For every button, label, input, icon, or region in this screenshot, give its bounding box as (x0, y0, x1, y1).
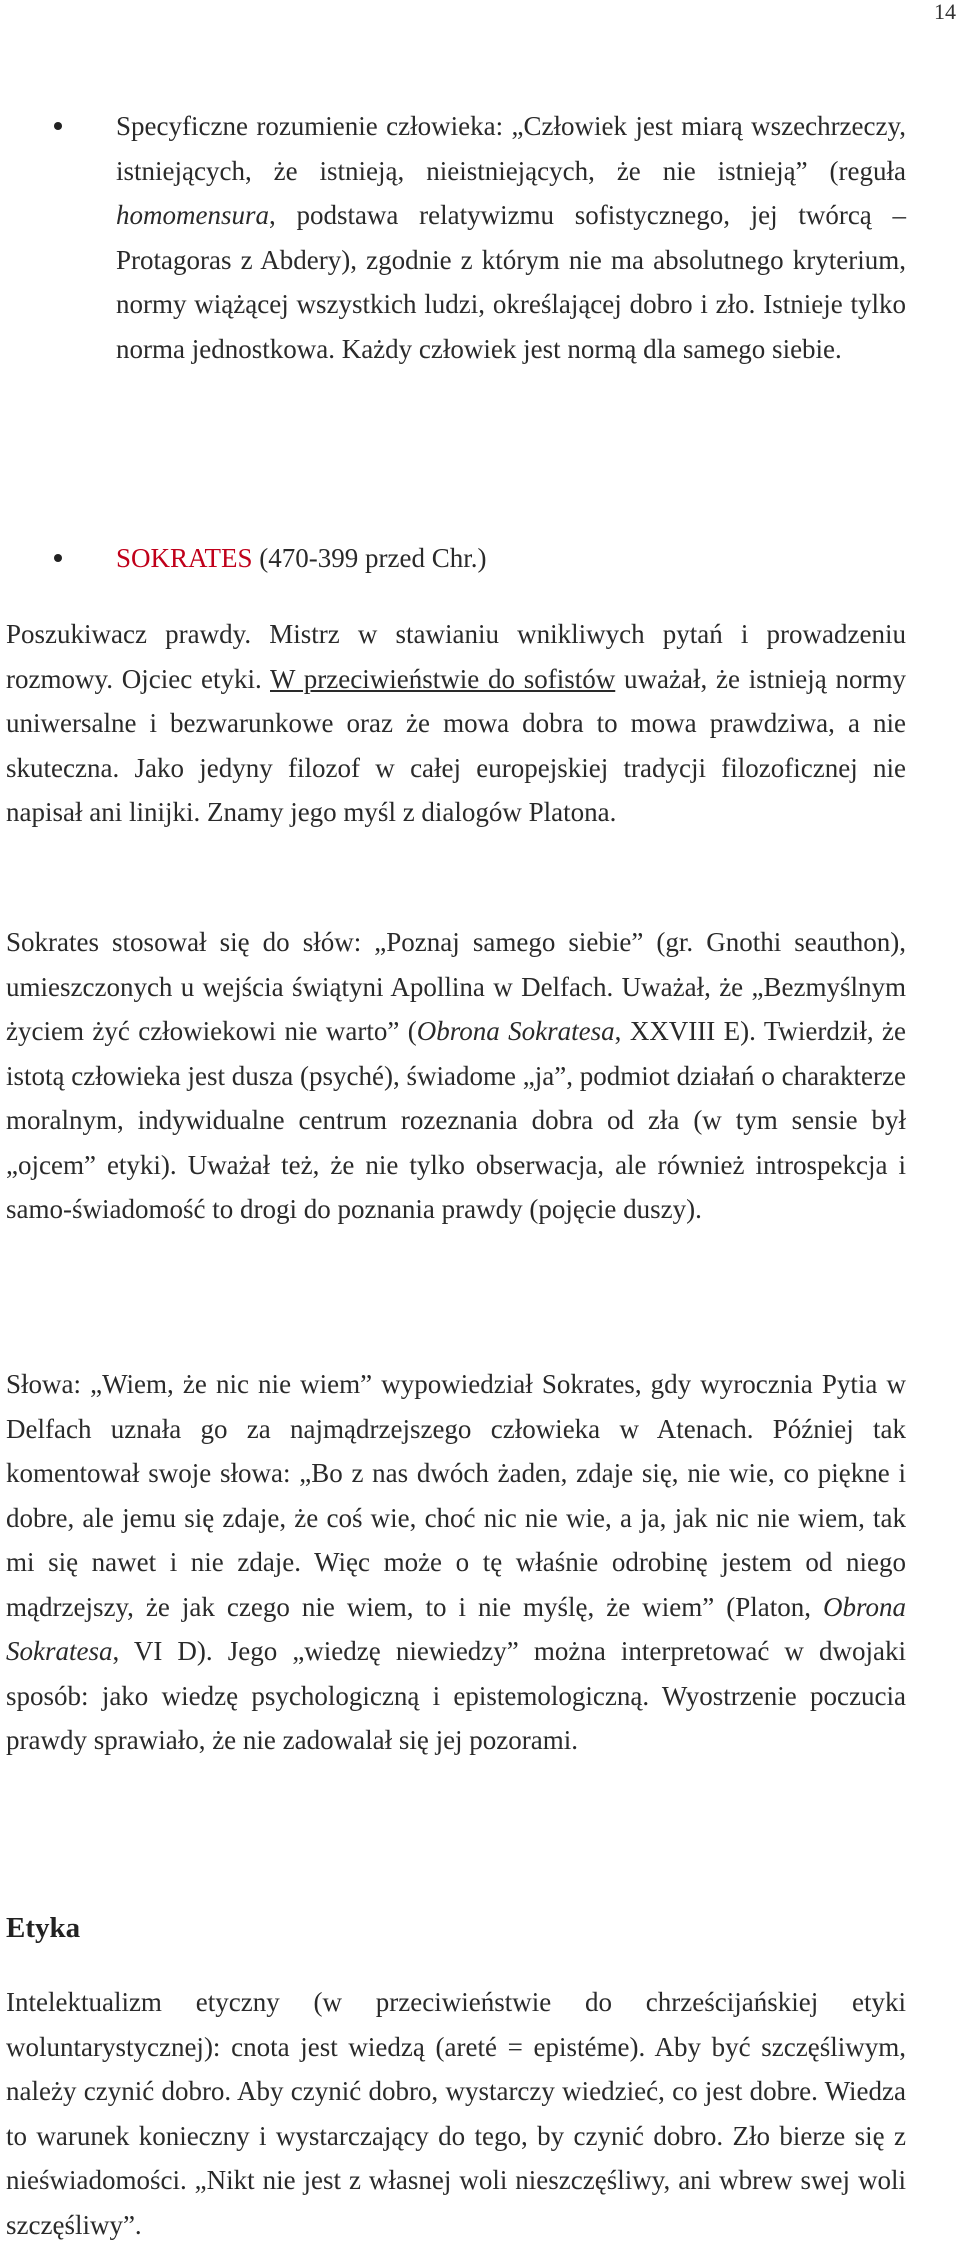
bullet-protagoras (54, 104, 906, 371)
text-run: , podstawa relatywizmu sofistycznego, jej twórcą – Protagoras z Abdery), zgodnie z którym nie ma absolutnego kryterium, normy wiążącej wszystkich ludzi, określającej dobro i zło. Istnieje tylko norma jednostkowa. Każdy człowiek jest normą dla samego siebie. (116, 200, 906, 364)
text-run: Intelektualizm etyczny (w przeciwieństwie do chrześcijańskiej etyki woluntarystycznej): cnota jest wiedzą (areté = epistéme). Aby być szczęśliwym, należy czynić dobro. Aby czynić dobro, wystarczy wiedzieć, co jest dobre. Wiedza to warunek konieczny i wystarczający do tego, by czynić dobro. Zło bierze się z nieświadomości. „Nikt nie jest z własnej woli nieszczęśliwy, ani wbrew swej woli szczęśliwy”. (6, 1987, 906, 2240)
paragraph-wiem-ze-nic-nie-wiem (6, 1362, 906, 1763)
philosopher-dates: (470-399 przed Chr.) (252, 543, 487, 573)
text-run: Specyficzne rozumienie człowieka: „Człowiek jest miarą wszechrzeczy, istniejących, że istnieją, nieistniejących, że nie istnieją” (reguła (116, 111, 906, 186)
text-run: Poszukiwacz prawdy. Mistrz w stawianiu wnikliwych pytań i prowadzeniu rozmowy. Ojciec etyki. (6, 619, 906, 694)
bullet-icon (54, 122, 62, 130)
paragraph-poznaj-siebie (6, 920, 906, 1232)
section-title (116, 536, 906, 581)
text-run: Sokrates stosował się do słów: „Poznaj samego siebie” (gr. Gnothi seauthon), umieszczonych u wejścia świątyni Apollina w Delfach. Uważał, że „Bezmyślnym życiem żyć człowiekowi nie warto” ( (6, 927, 906, 1046)
bullet-protagoras-text (116, 104, 906, 371)
text-run: Słowa: „Wiem, że nic nie wiem” wypowiedział Sokrates, gdy wyrocznia Pytia w Delfach uznała go za najmądrzejszego człowieka w Atenach. Później tak komentował swoje słowa: „Bo z nas dwóch żaden, zdaje się, nie wie, co piękne i dobre, ale jemu się zdaje, że coś wie, choć nic nie wie, a ja, jak nic nie wiem, tak mi się nawet i nie zdaje. Więc może o tę właśnie odrobinę jestem od niego mądrzejszy, że jak czego nie wiem, to i nie myślę, że wiem” (Platon, (6, 1369, 906, 1622)
italic-term: homomensura (116, 200, 269, 230)
page-number: 14 (934, 0, 956, 24)
paragraph-sokrates-intro (6, 612, 906, 835)
text-run: uważał, że istnieją normy uniwersalne i bezwarunkowe oraz że mowa dobra to mowa prawdziwa, a nie skuteczna. Jako jedyny filozof w całej europejskiej tradycji filozoficznej nie napisał ani linijki. Znamy jego myśl z dialogów Platona. (6, 663, 906, 827)
bullet-icon (54, 554, 62, 562)
italic-title: Obrona Sokratesa (6, 1591, 906, 1666)
text-run: , VI D). Jego „wiedzę niewiedzy” można interpretować w dwojaki sposób: jako wiedzę psychologiczną i epistemologiczną. Wyostrzenie poczucia prawdy sprawiało, że nie zadowalał się jej pozorami. (6, 1636, 906, 1755)
paragraph-etyka (6, 1980, 906, 2247)
italic-title: Obrona Sokratesa (416, 1016, 615, 1046)
underlined-phrase: W przeciwieństwie do sofistów (270, 663, 616, 694)
philosopher-name: SOKRATES (116, 543, 253, 573)
bullet-sokrates (54, 536, 906, 581)
text-run: , XXVIII E). Twierdził, że istotą człowieka jest dusza (psyché), świadome „ja”, podmiot działań o charakterze moralnym, indywidualne centrum rozeznania dobra od zła (w tym sensie był „ojcem” etyki). Uważał też, że nie tylko obserwacja, ale również introspekcja i samo-świadomość to drogi do poznania prawdy (pojęcie duszy). (6, 1016, 906, 1224)
section-heading-etyka: Etyka (6, 1912, 81, 1944)
